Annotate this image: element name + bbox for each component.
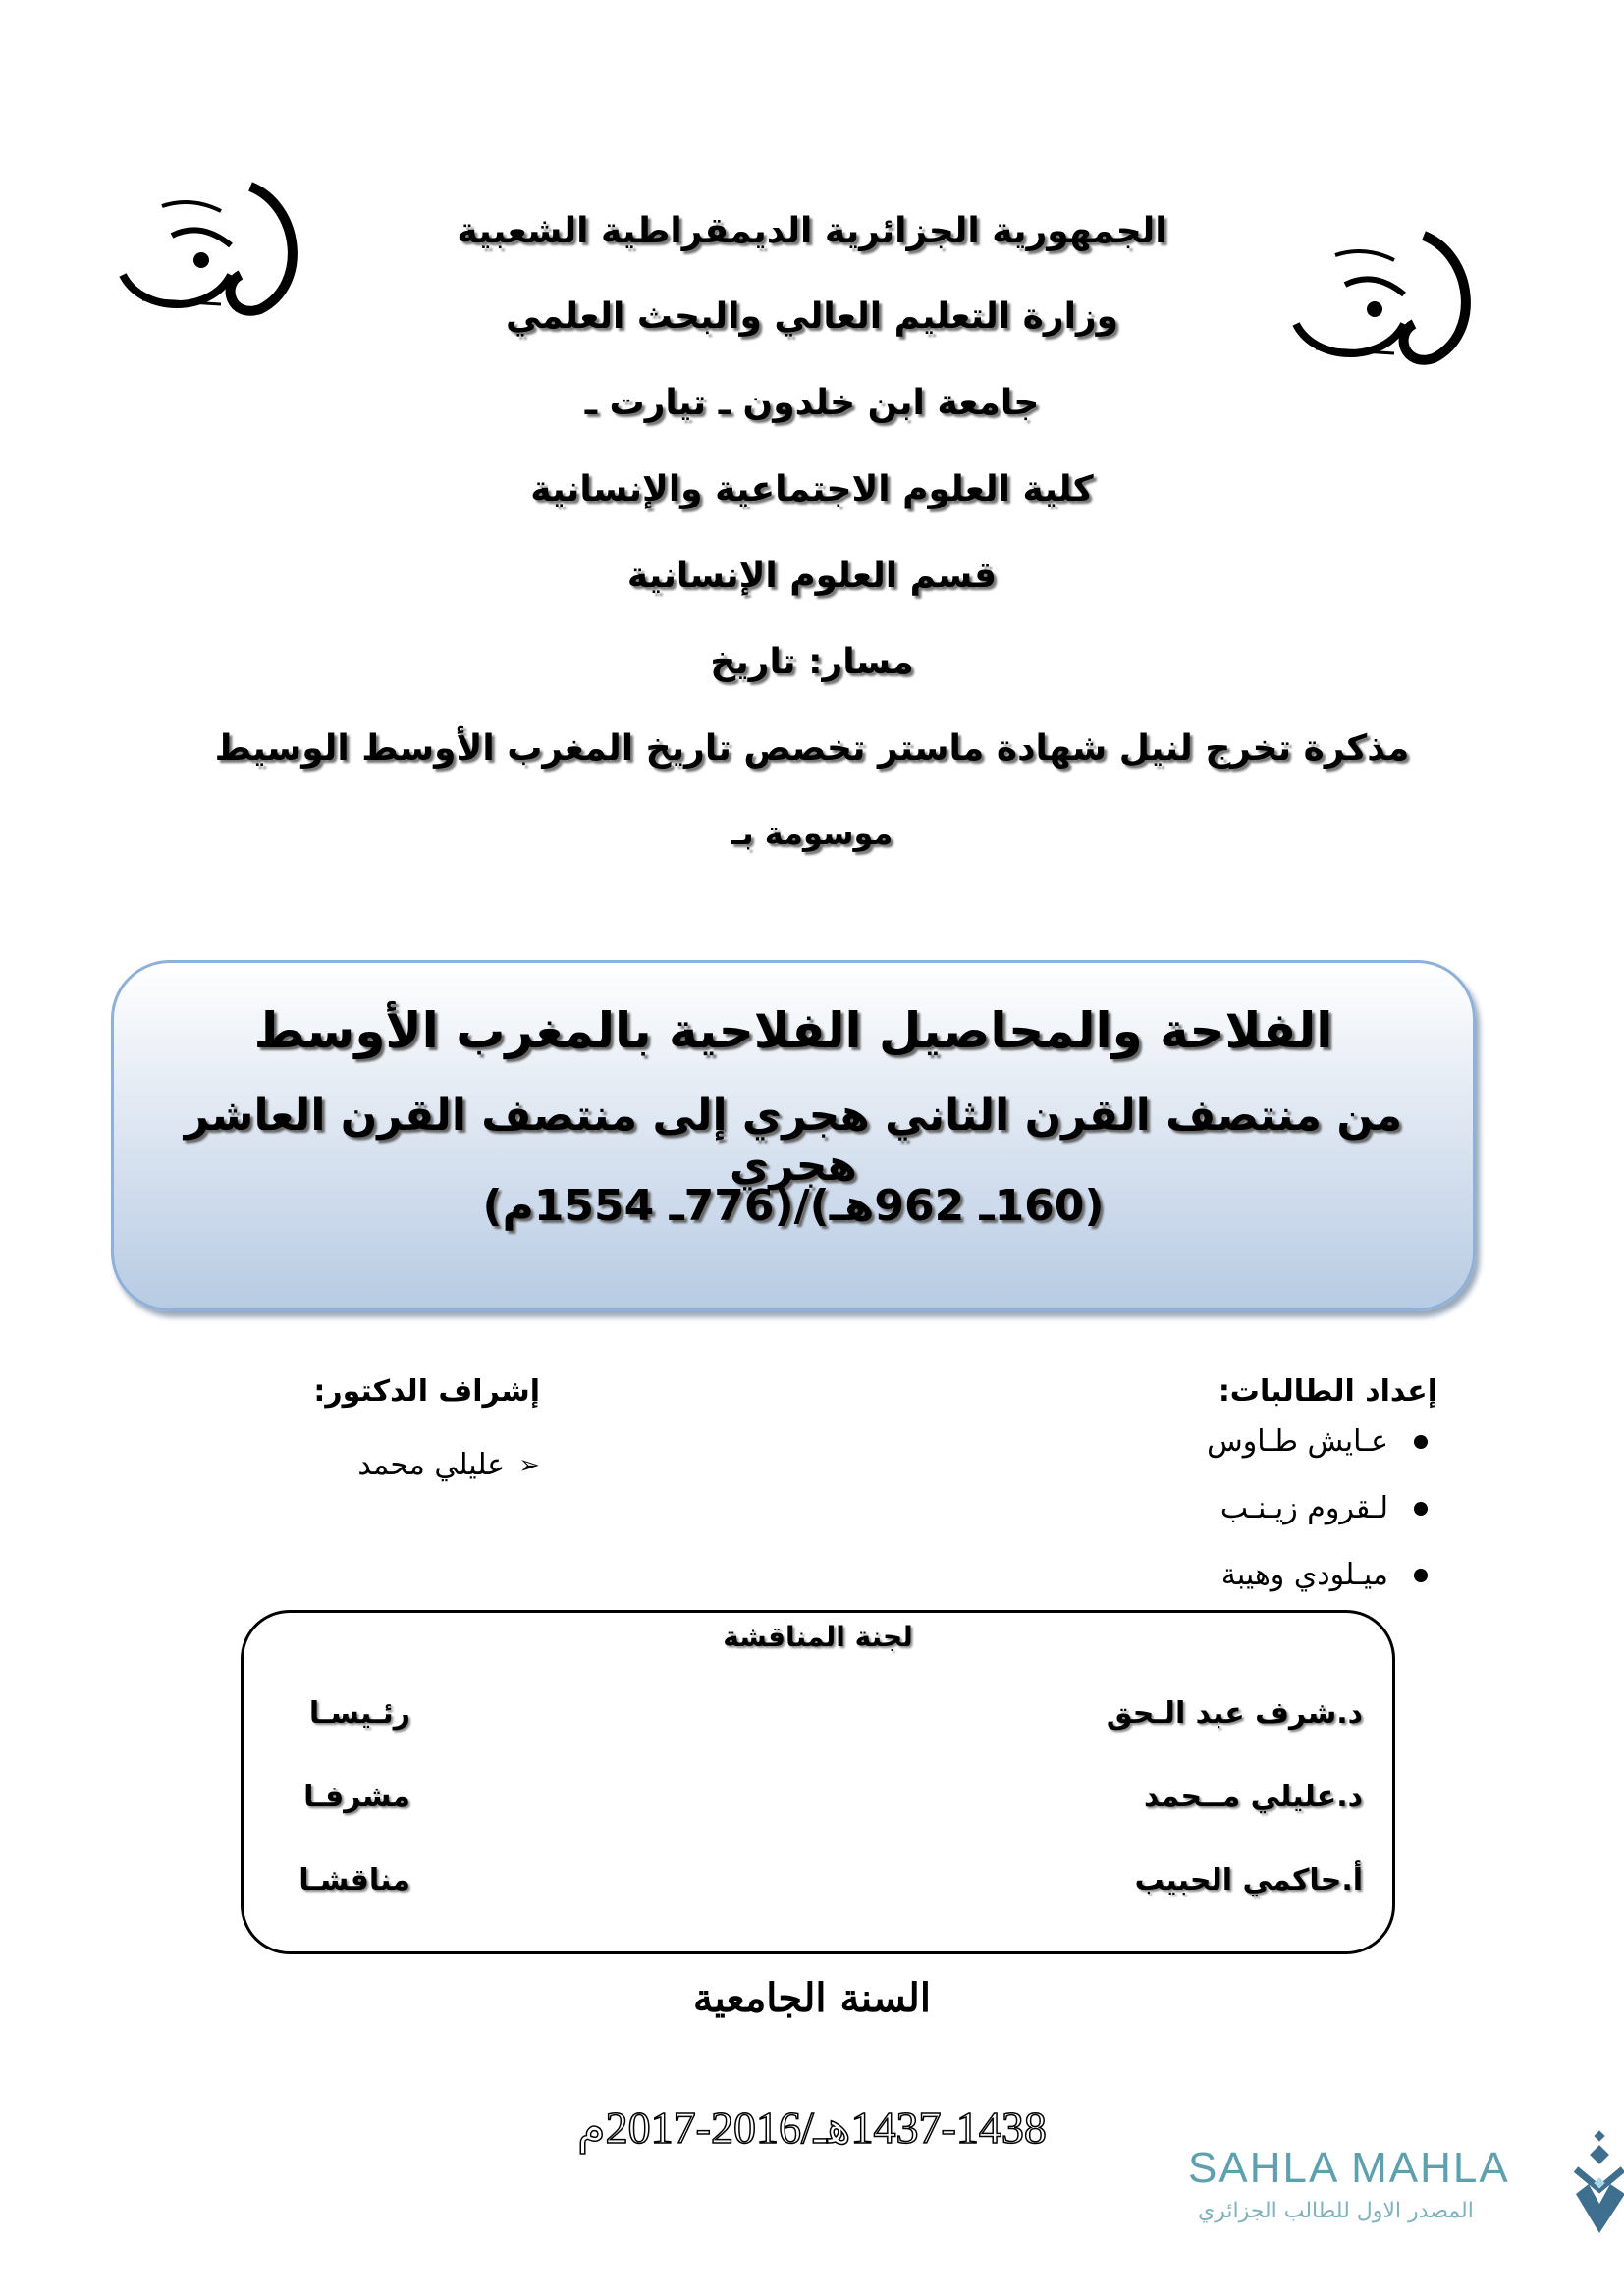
supervisor-item: [265, 1448, 540, 1482]
students-section: [1207, 1374, 1437, 1609]
member-role: رئـيسـا: [308, 1696, 410, 1731]
bullet-icon: [1414, 1569, 1428, 1582]
sahla-mahla-watermark: [1178, 2130, 1620, 2248]
republic-name: الجمهورية الجزائرية الديمقراطية الشعبية: [457, 211, 1167, 251]
supervisor-name: عليلي محمد: [357, 1448, 506, 1482]
watermark-brand: SAHLA MAHLA: [1188, 2144, 1510, 2192]
department-name: قسم العلوم الإنسانية: [626, 556, 998, 596]
supervisor-label: إشراف الدكتور:: [313, 1374, 540, 1409]
member-name: د.عليلي مــحمد: [1144, 1780, 1363, 1814]
member-name: أ.حاكمي الحبيب: [1134, 1863, 1363, 1897]
committee-title: لجنة المناقشة: [723, 1621, 913, 1653]
list-item: [1207, 1409, 1437, 1475]
member-role: مشرفـا: [303, 1780, 410, 1814]
thesis-description: مذكرة تخرج لنيل شهادة ماستر تخصص تاريخ المغرب الأوسط الوسيط: [214, 728, 1410, 769]
faculty-name: كلية العلوم الاجتماعية والإنسانية: [530, 469, 1094, 509]
academic-year-label: السنة الجامعية: [693, 1975, 931, 2021]
list-item: [1207, 1542, 1437, 1609]
student-name: لـقروم زيـنـب: [1219, 1491, 1388, 1525]
students-list: [1207, 1409, 1437, 1609]
thesis-title: الفلاحة والمحاصيل الفلاحية بالمغرب الأوسط: [253, 1002, 1333, 1059]
thesis-title-box: [111, 960, 1476, 1311]
arrow-bullet-icon: ➢: [518, 1450, 540, 1480]
bullet-icon: [1414, 1502, 1428, 1516]
academic-year-value: 1437-1438هـ/2016-2017م: [577, 2103, 1047, 2153]
member-role: مناقشـا: [298, 1863, 410, 1897]
student-name: عـايش طـاوس: [1207, 1424, 1388, 1459]
university-name: جامعة ابن خلدون ـ تيارت ـ: [584, 383, 1040, 423]
titled-label: موسومة بـ: [731, 815, 893, 852]
member-name: د.شرف عبد الـحق: [1106, 1696, 1363, 1731]
committee-box: [241, 1610, 1395, 1954]
thesis-dates: (160ـ 962هـ)/(776ـ 1554م): [482, 1181, 1105, 1231]
supervisor-section: [265, 1374, 540, 1482]
thesis-subtitle: من منتصف القرن الثاني هجري إلى منتصف القرن العاشر هجري: [184, 1091, 1403, 1191]
watermark-tagline: المصدر الاول للطالب الجزائري: [1198, 2199, 1474, 2223]
track-name: مسار: تاريخ: [710, 642, 914, 682]
students-label: إعداد الطالبات:: [1218, 1374, 1437, 1409]
list-item: [1207, 1475, 1437, 1542]
ministry-name: وزارة التعليم العالي والبحث العلمي: [505, 296, 1119, 337]
watermark-emblem-icon: [1571, 2130, 1624, 2238]
bullet-icon: [1414, 1435, 1428, 1449]
student-name: ميـلودي وهيبة: [1220, 1558, 1388, 1592]
